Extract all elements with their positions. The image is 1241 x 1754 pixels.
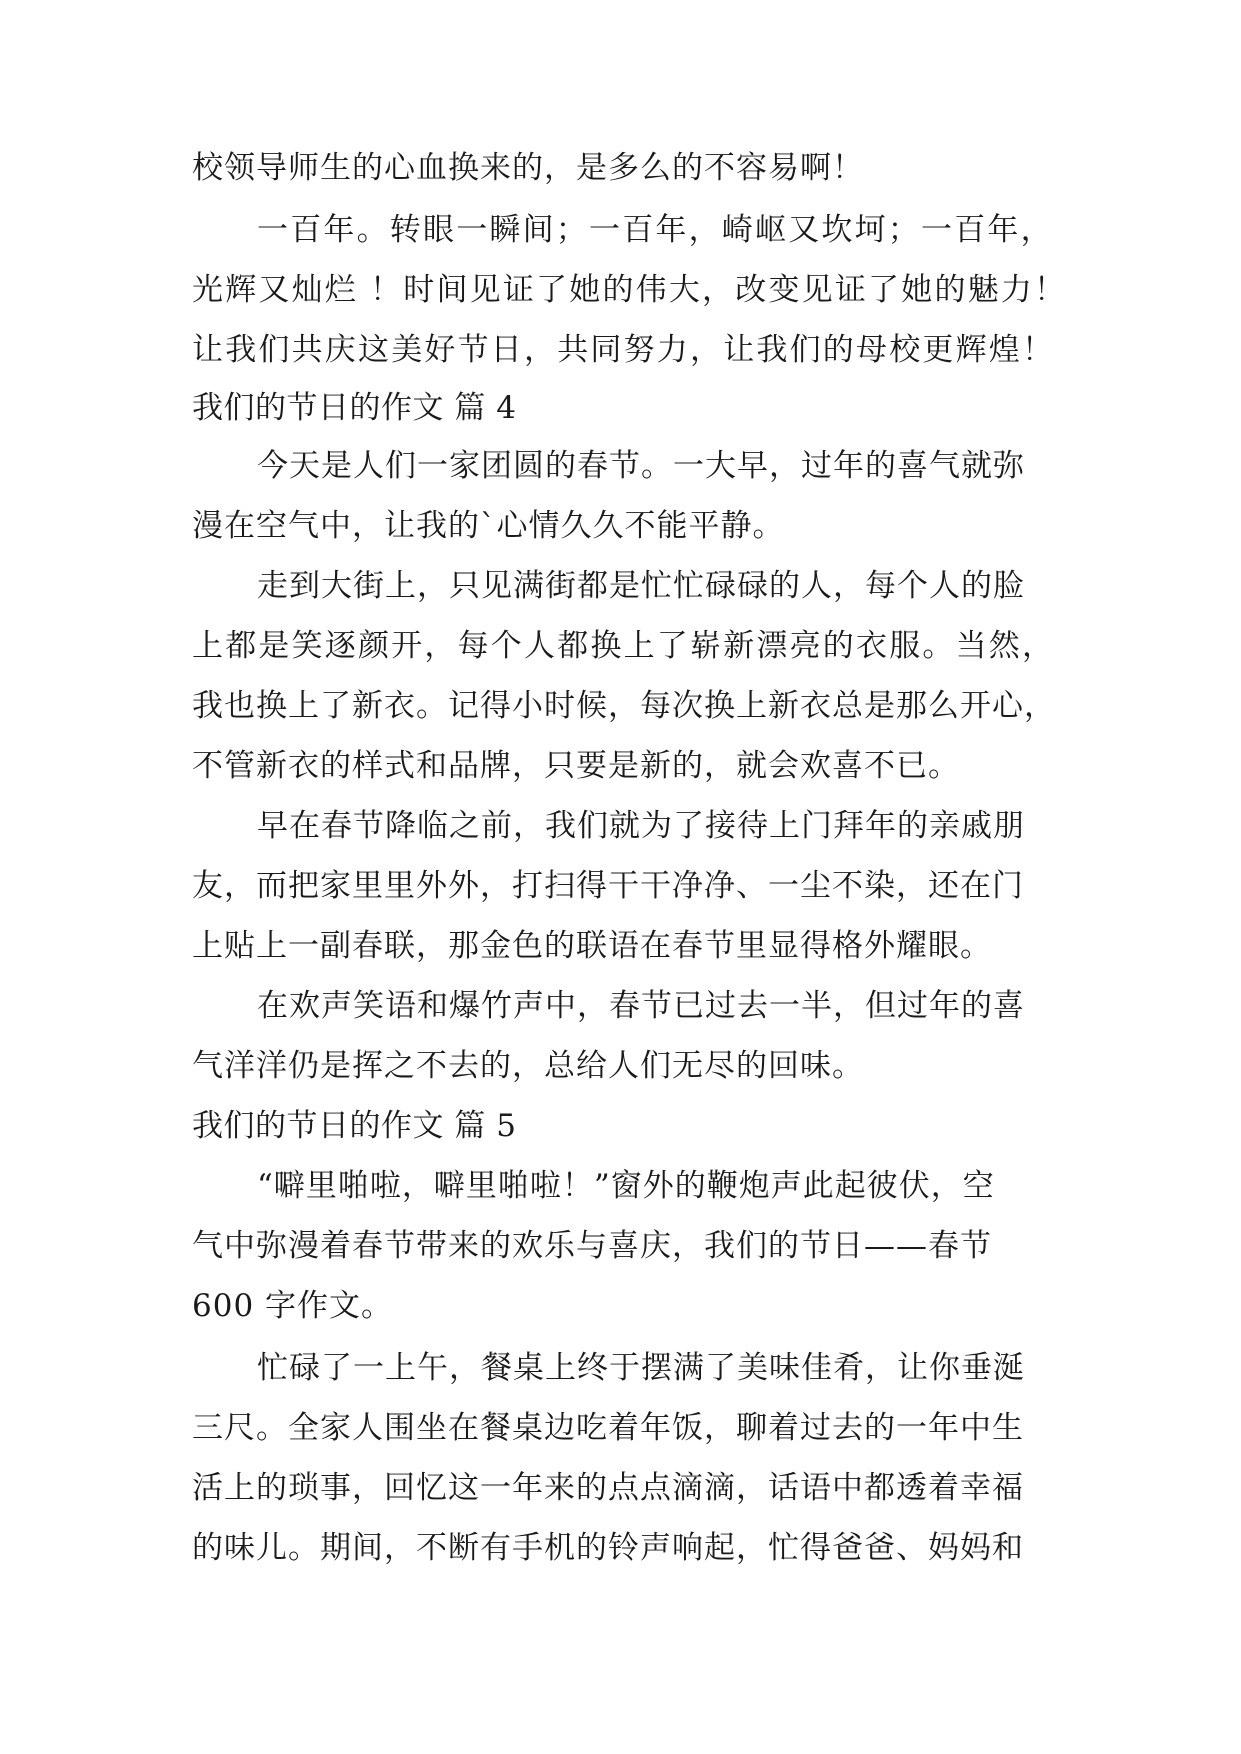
paragraph-line: 忙碌了一上午，餐桌上终于摆满了美味佳肴，让你垂涎 <box>257 1350 1025 1386</box>
paragraph-line: 我也换上了新衣。记得小时候，每次换上新衣总是那么开心， <box>192 688 1056 724</box>
paragraph-line: 的味儿。期间，不断有手机的铃声响起，忙得爸爸、妈妈和 <box>192 1530 1024 1566</box>
paragraph-line: 早在春节降临之前，我们就为了接待上门拜年的亲戚朋 <box>257 808 1025 844</box>
paragraph-line: 气中弥漫着春节带来的欢乐与喜庆，我们的节日——春节 <box>192 1228 992 1264</box>
paragraph-line: 上贴上一副春联，那金色的联语在春节里显得格外耀眼。 <box>192 928 992 964</box>
paragraph-line: 校领导师生的心血换来的，是多么的不容易啊！ <box>192 150 864 186</box>
paragraph-line: “噼里啪啦，噼里啪啦！”窗外的鞭炮声此起彼伏，空 <box>257 1168 995 1204</box>
paragraph-line: 气洋洋仍是挥之不去的，总给人们无尽的回味。 <box>192 1048 864 1084</box>
paragraph-line: 让我们共庆这美好节日，共同努力，让我们的母校更辉煌！ <box>192 332 1056 368</box>
paragraph-line: 活上的琐事，回忆这一年来的点点滴滴，话语中都透着幸福 <box>192 1470 1024 1506</box>
paragraph-line: 上都是笑逐颜开，每个人都换上了崭新漂亮的衣服。当然， <box>192 628 1056 664</box>
paragraph-line: 在欢声笑语和爆竹声中，春节已过去一半，但过年的喜 <box>257 988 1025 1024</box>
paragraph-line: 今天是人们一家团圆的春节。一大早，过年的喜气就弥 <box>257 448 1025 484</box>
paragraph-line: 友，而把家里里外外，打扫得干干净净、一尘不染，还在门 <box>192 868 1024 904</box>
paragraph-line: 漫在空气中，让我的`心情久久不能平静。 <box>192 508 785 544</box>
paragraph-line: 一百年。转眼一瞬间；一百年，崎岖又坎坷；一百年， <box>257 212 1054 248</box>
paragraph-line: 600 字作文。 <box>192 1288 394 1324</box>
section-heading: 我们的节日的作文 篇 5 <box>192 1108 517 1144</box>
section-heading: 我们的节日的作文 篇 4 <box>192 390 517 426</box>
paragraph-line: 不管新衣的样式和品牌，只要是新的，就会欢喜不已。 <box>192 748 960 784</box>
paragraph-line: 光辉又灿烂 ！时间见证了她的伟大，改变见证了她的魅力！ <box>192 272 1068 308</box>
paragraph-line: 三尺。全家人围坐在餐桌边吃着年饭，聊着过去的一年中生 <box>192 1410 1024 1446</box>
paragraph-line: 走到大街上，只见满街都是忙忙碌碌的人，每个人的脸 <box>257 568 1025 604</box>
